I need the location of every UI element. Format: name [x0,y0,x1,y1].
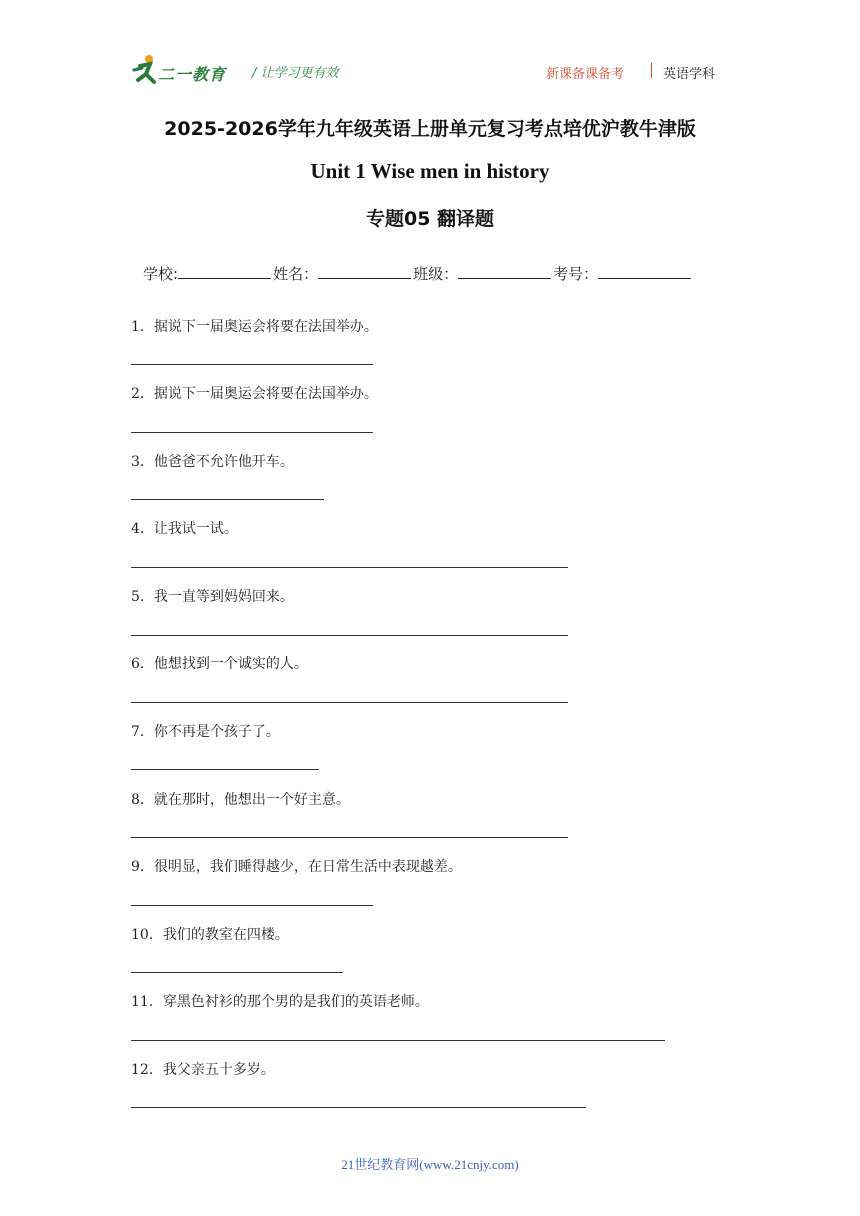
answer-line-11[interactable] [131,1040,665,1041]
exam-no-field[interactable] [598,264,691,279]
page-footer[interactable]: 21世纪教育网(www.21cnjy.com) [341,1157,519,1172]
answer-line-6[interactable] [131,702,568,703]
answer-line-5[interactable] [131,635,568,636]
student-info-row [143,263,693,284]
question-9: 9．很明显，我们睡得越少，在日常生活中表现越差。 [131,859,462,875]
class-field[interactable] [458,264,551,279]
doc-unit-title: Unit 1 Wise men in history [310,159,550,183]
logo-text: 二一教育 [158,65,227,84]
question-7: 7．你不再是个孩子了。 [131,724,280,740]
runner-icon [130,54,160,86]
exam-no-label: 考号： [553,265,599,283]
slogan: / 让学习更有效 [252,66,339,81]
question-5: 5．我一直等到妈妈回来。 [131,589,294,605]
page-header [0,0,860,100]
name-field[interactable] [318,264,411,279]
answer-line-9[interactable] [131,905,373,906]
answer-line-8[interactable] [131,837,568,838]
header-tagline: 新课备课备考 [546,67,625,82]
answer-line-3[interactable] [131,499,324,500]
school-field[interactable] [178,264,271,279]
answer-line-1[interactable] [131,364,373,365]
class-label: 班级： [413,265,459,283]
doc-topic-title: 专题05 翻译题 [365,208,495,230]
name-label: 姓名： [273,265,319,283]
answer-line-7[interactable] [131,769,319,770]
question-4: 4．让我试一试。 [131,521,238,537]
question-6: 6．他想找到一个诚实的人。 [131,656,308,672]
school-label: 学校: [143,265,179,283]
header-subject: 英语学科 [663,67,716,82]
question-10: 10．我们的教室在四楼。 [131,927,289,943]
question-11: 11．穿黑色衬衫的那个男的是我们的英语老师。 [131,994,429,1010]
answer-line-4[interactable] [131,567,568,568]
logo [130,54,248,90]
header-divider [651,63,652,78]
question-8: 8．就在那时，他想出一个好主意。 [131,792,350,808]
answer-line-10[interactable] [131,972,343,973]
answer-line-2[interactable] [131,432,373,433]
question-3: 3．他爸爸不允许他开车。 [131,454,294,470]
question-2: 2．据说下一届奥运会将要在法国举办。 [131,386,378,402]
doc-title: 2025-2026学年九年级英语上册单元复习考点培优沪教牛津版 [164,118,696,140]
answer-line-12[interactable] [131,1107,586,1108]
question-12: 12．我父亲五十多岁。 [131,1062,275,1078]
question-1: 1．据说下一届奥运会将要在法国举办。 [131,319,378,335]
